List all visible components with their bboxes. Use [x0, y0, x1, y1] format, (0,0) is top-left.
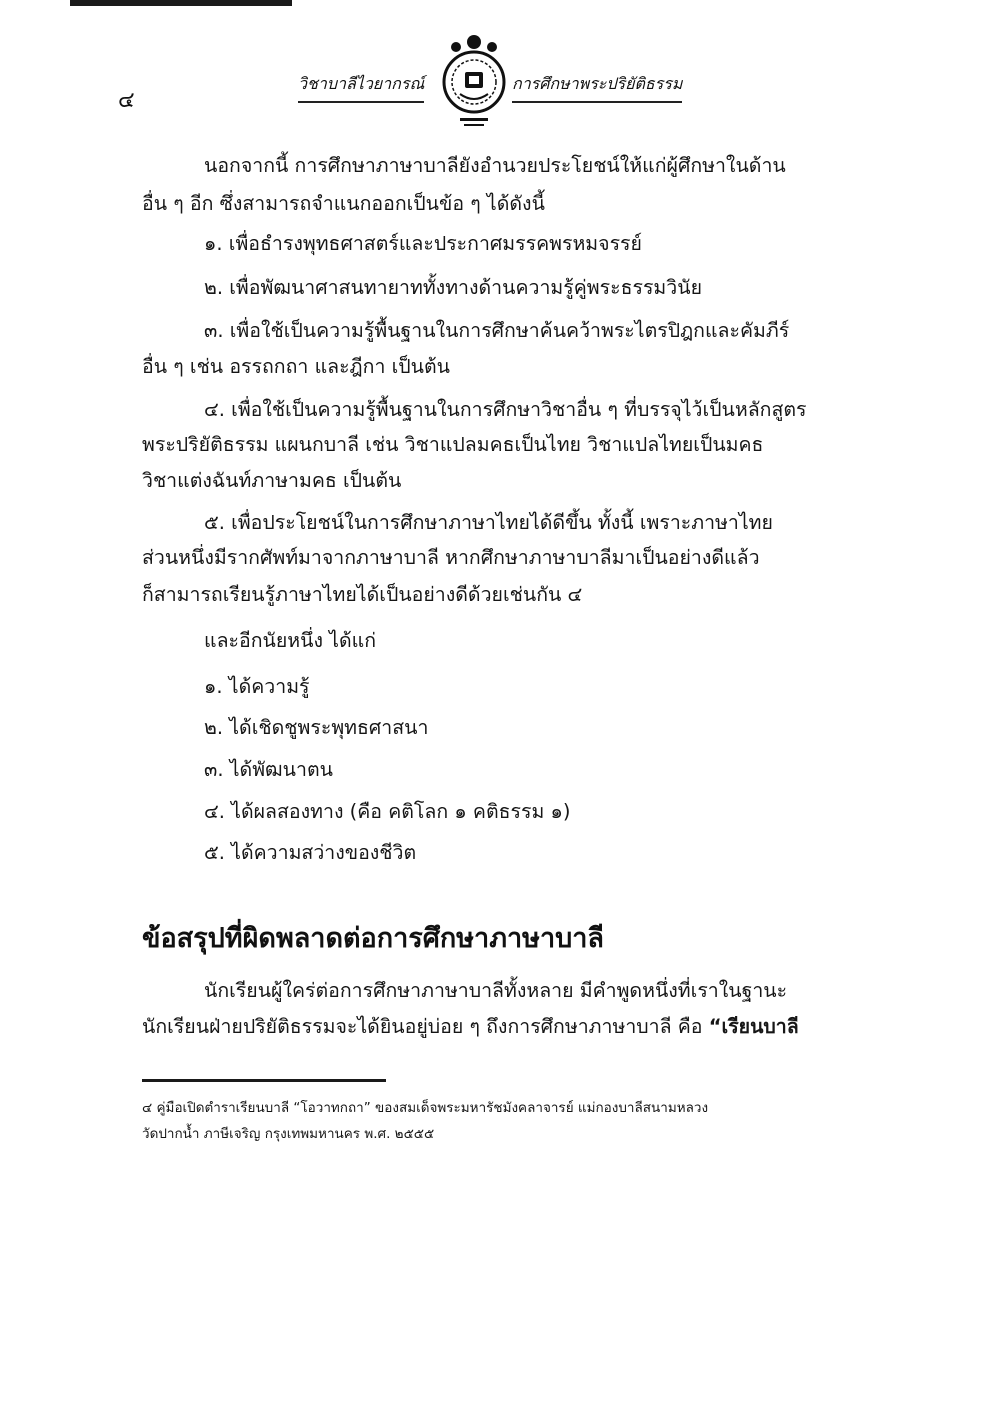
benefit-4-line-2: พระปริยัติธรรม แผนกบาลี เช่น วิชาแปลมคธเป็นไทย วิชาแปลไทยเป็นมคธ [142, 433, 764, 456]
benefit-2: ๒. เพื่อพัฒนาศาสนทายาททั้งทางด้านความรู้คู่พระธรรมวินัย [204, 276, 702, 299]
running-title-left: วิชาบาลีไวยากรณ์ [298, 72, 424, 103]
monastery-seal-icon [436, 34, 512, 130]
benefit-4-line-1: ๔. เพื่อใช้เป็นความรู้พื้นฐานในการศึกษาวิชาอื่น ๆ ที่บรรจุไว้เป็นหลักสูตร [204, 398, 807, 421]
footnote-line-2: วัดปากน้ำ ภาษีเจริญ กรุงเทพมหานคร พ.ศ. ๒๕๕๕ [142, 1126, 435, 1142]
aspect-4: ๔. ได้ผลสองทาง (คือ คติโลก ๑ คติธรรม ๑) [204, 800, 571, 823]
benefit-4-line-3: วิชาแต่งฉันท์ภาษามคธ เป็นต้น [142, 469, 402, 492]
benefit-5-line-1: ๕. เพื่อประโยชน์ในการศึกษาภาษาไทยได้ดีขึ้น ทั้งนี้ เพราะภาษาไทย [204, 511, 773, 534]
aspect-1: ๑. ได้ความรู้ [204, 675, 310, 698]
running-title-right: การศึกษาพระปริยัติธรรม [512, 72, 682, 103]
aspect-3: ๓. ได้พัฒนาตน [204, 758, 333, 781]
benefit-3-line-1: ๓. เพื่อใช้เป็นความรู้พื้นฐานในการศึกษาค้นคว้าพระไตรปิฎกและคัมภีร์ [204, 319, 790, 342]
footnote-divider [142, 1079, 386, 1082]
page-number: ๔ [118, 88, 135, 113]
aspect-5: ๕. ได้ความสว่างของชีวิต [204, 841, 417, 864]
section-para-line-2-text: นักเรียนฝ่ายปริยัติธรรมจะได้ยินอยู่บ่อย ๆ ถึงการศึกษาภาษาบาลี คือ [142, 1015, 709, 1038]
section-heading: ข้อสรุปที่ผิดพลาดต่อการศึกษาภาษาบาลี [142, 923, 604, 954]
section-para-line-2 [142, 1012, 799, 1042]
benefit-1: ๑. เพื่อธำรงพุทธศาสตร์และประกาศมรรคพรหมจรรย์ [204, 232, 642, 255]
aspect-2: ๒. ได้เชิดชูพระพุทธศาสนา [204, 716, 429, 739]
benefit-5-line-2: ส่วนหนึ่งมีรากศัพท์มาจากภาษาบาลี หากศึกษาภาษาบาลีมาเป็นอย่างดีแล้ว [142, 546, 760, 569]
section-para-emphasis: “เรียนบาลี [708, 1015, 799, 1038]
page-header [0, 0, 1000, 140]
footnote-line-1: ๔ คู่มือเปิดตำราเรียนบาลี “โอวาทกถา” ของสมเด็จพระมหารัชมังคลาจารย์ แม่กองบาลีสนามหลวง [142, 1100, 709, 1116]
intro-line-2: อื่น ๆ อีก ซึ่งสามารถจำแนกออกเป็นข้อ ๆ ได้ดังนี้ [142, 192, 545, 215]
benefit-5-line-3: ก็สามารถเรียนรู้ภาษาไทยได้เป็นอย่างดีด้วยเช่นกัน ๔ [142, 583, 583, 606]
benefit-3-line-2: อื่น ๆ เช่น อรรถกถา และฎีกา เป็นต้น [142, 355, 450, 378]
another-aspect-line: และอีกนัยหนึ่ง ได้แก่ [204, 629, 377, 652]
intro-line-1: นอกจากนี้ การศึกษาภาษาบาลียังอำนวยประโยชน์ให้แก่ผู้ศึกษาในด้าน [204, 154, 786, 177]
section-para-line-1: นักเรียนผู้ใคร่ต่อการศึกษาภาษาบาลีทั้งหลาย มีคำพูดหนึ่งที่เราในฐานะ [204, 979, 788, 1002]
